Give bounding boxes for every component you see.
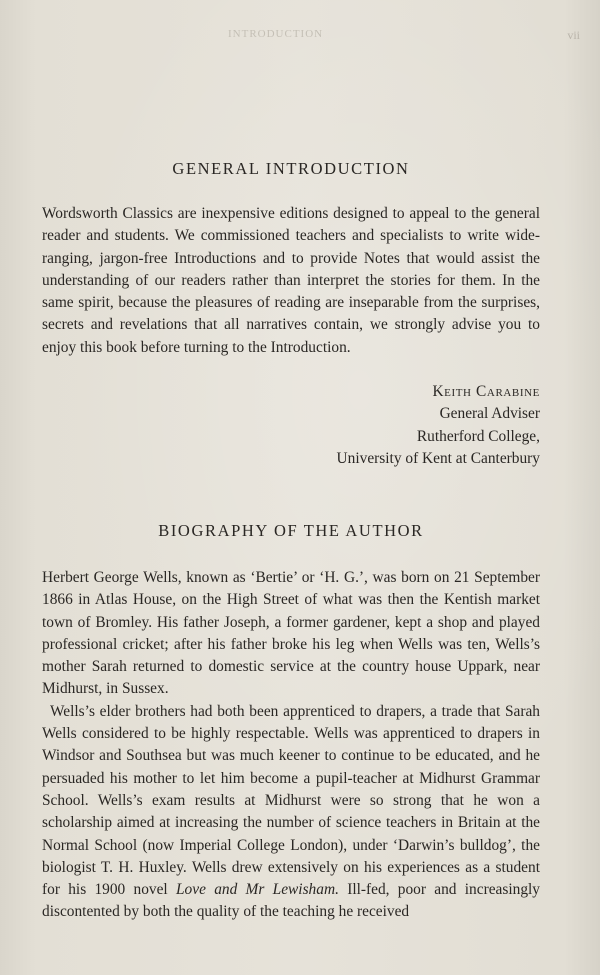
biography-paragraph-2 xyxy=(42,701,540,924)
signature-name: Keith Carabine xyxy=(432,383,540,400)
general-introduction-heading: GENERAL INTRODUCTION xyxy=(172,159,410,178)
signature-block xyxy=(337,381,540,470)
running-head: INTRODUCTION xyxy=(228,28,324,40)
page-number: vii xyxy=(567,28,580,42)
signature-role: General Adviser xyxy=(439,405,540,423)
general-introduction-paragraph: Wordsworth Classics are inexpensive editions designed to appeal to the general reader and students. We commissioned teachers and specialists to write wide-ranging, jargon-free Introductions and to provide Notes that would assist the understanding of our readers rather than interpret the stories for them. In the same spirit, because the pleasures of reading are inseparable from the surprises, secrets and revelations that all narratives contain, we strongly advise you to enjoy this book before turning to the Introduction. xyxy=(42,205,540,356)
novel-title: Love and Mr Lewisham. xyxy=(176,881,339,899)
biography-paragraph-1: Herbert George Wells, known as ‘Bertie’ or ‘H. G.’, was born on 21 September 1866 in Atlas House, on the High Street of what was then the Kentish market town of Bromley. His father Joseph, a former gardener, kept a shop and played professional cricket; after his father broke his leg when Wells was ten, Wells’s mother Sarah returned to domestic service at the country house Uppark, near Midhurst, in Sussex. xyxy=(42,569,540,698)
biography-text xyxy=(42,567,540,924)
signature-university: University of Kent at Canterbury xyxy=(336,449,540,467)
signature-college: Rutherford College, xyxy=(416,427,540,445)
biography-heading: BIOGRAPHY OF THE AUTHOR xyxy=(158,521,424,540)
biography-paragraph-2-continuation: Ill-fed, poor and increasingly discontented by both the quality of the teaching he received xyxy=(42,881,540,921)
biography-paragraph-2-text: Wells’s elder brothers had both been apprenticed to drapers, a trade that Sarah Wells considered to be highly respectable. Wells was apprenticed to drapers in Windsor and Southsea but was much keener to continue to be educated, and he persuaded his mother to let him become a pupil-teacher at Midhurst Grammar School. Wells’s exam results at Midhurst were so strong that he won a scholarship aimed at increasing the number of science teachers in Britain at the Normal School (now Imperial College London), under ‘Darwin’s bulldog’, the biologist T. H. Huxley. Wells drew extensively on his experiences as a student for his 1900 novel xyxy=(42,702,540,899)
